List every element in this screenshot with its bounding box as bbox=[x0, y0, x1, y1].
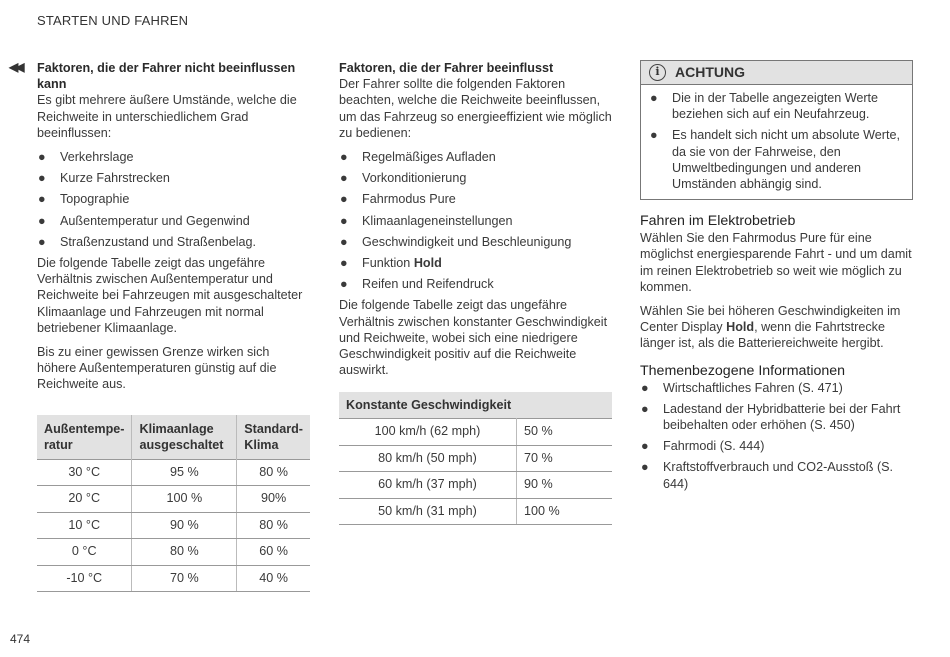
table-cell: 100 % bbox=[516, 498, 612, 525]
bullet-icon: ● bbox=[641, 439, 649, 454]
list-item-text: Funktion bbox=[362, 256, 414, 271]
table-cell: 80 % bbox=[237, 512, 310, 539]
bullet-icon: ● bbox=[650, 91, 658, 105]
bullet-list-controllable bbox=[339, 149, 612, 292]
list-item bbox=[37, 149, 310, 165]
related-links-list bbox=[640, 380, 913, 492]
list-item-text: Geschwindigkeit und Beschleunigung bbox=[362, 234, 572, 249]
list-item bbox=[649, 90, 904, 122]
table-header-cell: Außentempe-ratur bbox=[37, 415, 132, 460]
table-cell: 80 % bbox=[237, 459, 310, 486]
hold-label: Hold bbox=[726, 320, 755, 335]
list-item-text: Regelmäßiges Aufladen bbox=[362, 150, 496, 165]
bullet-icon: ● bbox=[38, 192, 46, 207]
list-item-text: Kurze Fahrstrecken bbox=[60, 171, 170, 186]
bullet-icon: ● bbox=[340, 192, 348, 207]
list-item bbox=[339, 234, 612, 250]
paragraph-text: Wählen Sie bei höheren Geschwindigkeiten im Center Display bbox=[640, 304, 901, 335]
table-cell: 10 °C bbox=[37, 512, 132, 539]
table-cell: 50 % bbox=[516, 419, 612, 446]
list-item bbox=[339, 149, 612, 165]
table-cell: 95 % bbox=[132, 459, 237, 486]
table-row bbox=[37, 539, 310, 566]
list-item-text: Verkehrslage bbox=[60, 150, 134, 165]
table-cell: 60 km/h (37 mph) bbox=[339, 472, 516, 499]
table-row bbox=[339, 445, 612, 472]
paragraph-intro-controllable: Der Fahrer sollte die folgenden Faktoren beachten, welche die Reichweite beeinflussen, um das Fahrzeug so energieeffizient wie möglich zu bedienen: bbox=[339, 77, 612, 140]
related-link[interactable] bbox=[640, 401, 913, 433]
related-link[interactable] bbox=[640, 438, 913, 454]
table-cell: 90 % bbox=[516, 472, 612, 499]
bullet-list-uncontrollable bbox=[37, 149, 310, 250]
section-title-electric-driving: Fahren im Elektrobetrieb bbox=[640, 213, 796, 230]
table-cell: 30 °C bbox=[37, 459, 132, 486]
list-item bbox=[339, 170, 612, 186]
bullet-icon: ● bbox=[641, 380, 649, 395]
speed-range-table bbox=[339, 392, 612, 525]
list-item-text: Die in der Tabelle angezeigten Werte beziehen sich auf ein Neufahrzeug. bbox=[672, 91, 879, 122]
bullet-icon: ● bbox=[340, 171, 348, 186]
list-item bbox=[649, 127, 904, 192]
table-cell: 50 km/h (31 mph) bbox=[339, 498, 516, 525]
list-item-text: Es handelt sich nicht um absolute Werte, da sie von der Fahrweise, den Umweltbedingungen und anderen Umständen abhängig sind. bbox=[672, 128, 900, 192]
list-item bbox=[339, 255, 612, 271]
table-cell: 90% bbox=[237, 486, 310, 513]
list-item-text: Vorkonditionierung bbox=[362, 171, 467, 186]
info-circle-icon: i bbox=[649, 64, 666, 81]
bullet-icon: ● bbox=[340, 213, 348, 228]
column-middle bbox=[339, 60, 612, 525]
warning-header bbox=[641, 61, 912, 85]
list-item-text: Topographie bbox=[60, 192, 130, 207]
bullet-icon: ● bbox=[641, 401, 649, 416]
table-cell: 80 % bbox=[132, 539, 237, 566]
bullet-icon: ● bbox=[38, 150, 46, 165]
table-cell: 40 % bbox=[237, 565, 310, 592]
table-cell: 100 % bbox=[132, 486, 237, 513]
paragraph-pure-mode: Wählen Sie den Fahrmodus Pure für eine möglichst energiesparende Fahrt - und um damit im reinen Elektrobetrieb so weit wie möglich zu kommen. bbox=[640, 231, 912, 294]
table-cell: 20 °C bbox=[37, 486, 132, 513]
section-heading-controllable-factors: Faktoren, die der Fahrer beeinflusst bbox=[339, 61, 554, 75]
table-row bbox=[37, 512, 310, 539]
list-item bbox=[37, 213, 310, 229]
bullet-icon: ● bbox=[38, 213, 46, 228]
table-cell: 60 % bbox=[237, 539, 310, 566]
warning-list bbox=[649, 90, 904, 192]
table-row bbox=[339, 419, 612, 446]
table-header-cell: Standard-Klima bbox=[237, 415, 310, 460]
paragraph-temperature-note: Bis zu einer gewissen Grenze wirken sich höhere Außentemperaturen günstig auf die Reichweite aus. bbox=[37, 345, 277, 392]
related-link[interactable] bbox=[640, 380, 913, 396]
bullet-icon: ● bbox=[641, 460, 649, 475]
related-link-text[interactable]: Kraftstoffverbrauch und CO2-Ausstoß (S. 644) bbox=[663, 460, 894, 491]
temperature-range-table bbox=[37, 415, 310, 593]
table-cell: 70 % bbox=[132, 565, 237, 592]
table-header-row bbox=[37, 415, 310, 460]
bullet-icon: ● bbox=[340, 234, 348, 249]
paragraph-hold-mode bbox=[640, 303, 913, 352]
related-link-text[interactable]: Fahrmodi (S. 444) bbox=[663, 439, 765, 454]
related-link-text[interactable]: Wirtschaftliches Fahren (S. 471) bbox=[663, 380, 843, 395]
list-item bbox=[37, 170, 310, 186]
list-item-text: Reifen und Reifendruck bbox=[362, 277, 494, 292]
list-item-text: Fahrmodus Pure bbox=[362, 192, 456, 207]
table-cell: 80 km/h (50 mph) bbox=[339, 445, 516, 472]
list-item bbox=[339, 191, 612, 207]
column-right bbox=[640, 60, 913, 497]
table-row bbox=[339, 472, 612, 499]
list-item-text: Straßenzustand und Straßenbelag. bbox=[60, 234, 257, 249]
section-heading-uncontrollable-factors: Faktoren, die der Fahrer nicht beeinflussen kann bbox=[37, 61, 296, 92]
bullet-icon: ● bbox=[650, 128, 658, 143]
list-item-text: Klimaanlageneinstellungen bbox=[362, 213, 513, 228]
list-item bbox=[339, 213, 612, 229]
table-row bbox=[37, 459, 310, 486]
bullet-icon: ● bbox=[38, 171, 46, 186]
warning-title: ACHTUNG bbox=[675, 64, 745, 81]
table-row bbox=[37, 486, 310, 513]
bullet-icon: ● bbox=[340, 256, 348, 271]
table-row bbox=[339, 498, 612, 525]
bullet-icon: ● bbox=[38, 234, 46, 249]
page-number: 474 bbox=[10, 632, 31, 646]
hold-function-label: Hold bbox=[413, 256, 442, 271]
paragraph-temperature-table-intro: Die folgende Tabelle zeigt das ungefähre Verhältnis zwischen Außentemperatur und Reichweite bei Fahrzeugen mit ausgeschalteter Klimaanlage und Fahrzeugen mit normal betriebener Klimaanlage. bbox=[37, 256, 303, 335]
list-item bbox=[37, 234, 310, 250]
table-row bbox=[37, 565, 310, 592]
paragraph-text: , wenn die Fahrtstrecke länger ist, als die Batteriereichweite hergibt. bbox=[640, 320, 885, 351]
table-cell: 70 % bbox=[516, 445, 612, 472]
section-title-related-information: Themenbezogene Informationen bbox=[640, 362, 846, 379]
list-item bbox=[37, 191, 310, 207]
table-header-row bbox=[339, 392, 612, 419]
continued-arrows-icon: ◀◀ bbox=[9, 60, 22, 74]
table-cell: 90 % bbox=[132, 512, 237, 539]
related-link[interactable] bbox=[640, 459, 913, 491]
table-header-cell: Konstante Geschwindigkeit bbox=[339, 392, 612, 419]
list-item-text: Außentemperatur und Gegenwind bbox=[60, 213, 250, 228]
table-cell: -10 °C bbox=[37, 565, 132, 592]
list-item bbox=[339, 276, 612, 292]
bullet-icon: ● bbox=[340, 277, 348, 292]
bullet-icon: ● bbox=[340, 150, 348, 165]
column-left bbox=[37, 60, 310, 592]
warning-box bbox=[640, 60, 913, 200]
table-cell: 100 km/h (62 mph) bbox=[339, 419, 516, 446]
table-header-cell: Klimaanlage ausgeschaltet bbox=[132, 415, 237, 460]
running-header: STARTEN UND FAHREN bbox=[37, 13, 189, 28]
paragraph-intro-uncontrollable: Es gibt mehrere äußere Umstände, welche die Reichweite in unterschiedlichem Grad beeinflussen: bbox=[37, 93, 297, 140]
table-cell: 0 °C bbox=[37, 539, 132, 566]
paragraph-speed-table-intro: Die folgende Tabelle zeigt das ungefähre Verhältnis zwischen konstanter Geschwindigkeit und Reichweite, wobei sich eine niedrigere Geschwindigkeit positiv auf die Reichweite auswirkt. bbox=[339, 298, 608, 378]
related-link-text[interactable]: Ladestand der Hybridbatterie bei der Fahrt beibehalten oder erhöhen (S. 450) bbox=[663, 401, 901, 433]
